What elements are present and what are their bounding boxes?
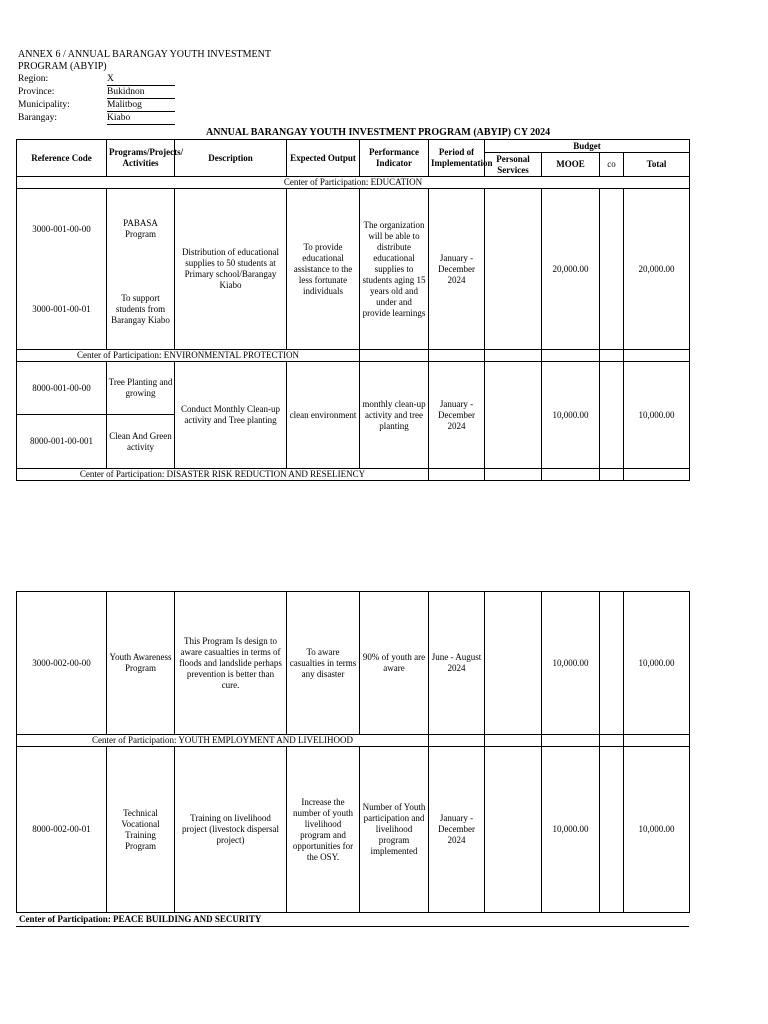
- region-value: X: [107, 74, 175, 86]
- reference-code-cell: [17, 189, 107, 350]
- section-row-environment: [17, 350, 690, 362]
- performance-indicator-cell: monthly clean-up activity and tree planting: [360, 362, 429, 469]
- section-row-disaster: [17, 469, 690, 481]
- performance-indicator-cell: The organization will be able to distribute educational supplies to students aging 15 years old and under and provide learnings: [360, 189, 429, 350]
- col-header-expected-output: Expected Output: [287, 140, 360, 177]
- period-cell: January - December 2024: [429, 362, 485, 469]
- program-name-1: Tree Planting and growing: [107, 362, 174, 415]
- table-row: [17, 189, 690, 350]
- program-name-1: PABASA Program: [123, 218, 158, 239]
- municipality-value: Malitbog: [107, 100, 175, 112]
- reference-code-cell: 3000-002-00-00: [17, 592, 107, 735]
- col-header-description: Description: [175, 140, 287, 177]
- col-header-performance-indicator: Performance Indicator: [360, 140, 429, 177]
- abyip-table-upper: [16, 139, 690, 481]
- table-row: [17, 362, 690, 469]
- performance-indicator-cell: 90% of youth are aware: [360, 592, 429, 735]
- reference-code-cell: [17, 362, 107, 469]
- description-cell: Conduct Monthly Clean-up activity and Tree planting: [175, 362, 287, 469]
- expected-output-cell: To provide educational assistance to the less fortunate individuals: [287, 189, 360, 350]
- col-header-budget: Budget: [485, 140, 690, 153]
- program-cell: Youth Awareness Program: [107, 592, 175, 735]
- section-row-education: [17, 177, 690, 189]
- annex-title-line1: ANNEX 6 / ANNUAL BARANGAY YOUTH INVESTMENT: [18, 49, 271, 60]
- col-header-total: Total: [624, 153, 690, 177]
- reference-code-1: 3000-001-00-00: [32, 223, 91, 234]
- description-cell: This Program Is design to aware casualties in terms of floods and landslide perhaps prevention is better than cure.: [175, 592, 287, 735]
- total-cell: 10,000.00: [624, 747, 690, 913]
- section-education-label: Center of Participation: EDUCATION: [17, 177, 690, 189]
- mooe-cell: 10,000.00: [542, 747, 600, 913]
- section-environment-label: Center of Participation: ENVIRONMENTAL PROTECTION: [17, 350, 360, 362]
- section-employment-label: Center of Participation: YOUTH EMPLOYMENT AND LIVELIHOOD: [17, 735, 429, 747]
- co-cell: [600, 592, 624, 735]
- table-row: [17, 592, 690, 735]
- performance-indicator-cell: Number of Youth participation and livelihood program implemented: [360, 747, 429, 913]
- total-cell: 10,000.00: [624, 362, 690, 469]
- province-label: Province:: [18, 87, 55, 97]
- section-row-employment: [17, 735, 690, 747]
- program-name-2: To support students from Barangay Kiabo: [111, 292, 170, 325]
- col-header-mooe: MOOE: [542, 153, 600, 177]
- co-cell: [600, 747, 624, 913]
- page-title: ANNUAL BARANGAY YOUTH INVESTMENT PROGRAM (ABYIP) CY 2024: [206, 127, 551, 138]
- reference-code-cell: 8000-002-00-01: [17, 747, 107, 913]
- period-cell: January - December 2024: [429, 189, 485, 350]
- personal-services-cell: [485, 747, 542, 913]
- mooe-cell: 20,000.00: [542, 189, 600, 350]
- province-value: Bukidnon: [107, 87, 175, 99]
- expected-output-cell: Increase the number of youth livelihood program and opportunities for the OSY.: [287, 747, 360, 913]
- personal-services-cell: [485, 592, 542, 735]
- program-cell: Technical Vocational Training Program: [107, 747, 175, 913]
- table-row: [17, 747, 690, 913]
- program-name-2: Clean And Green activity: [109, 430, 172, 452]
- total-cell: 20,000.00: [624, 189, 690, 350]
- mooe-cell: 10,000.00: [542, 592, 600, 735]
- col-header-personal-services: Personal Services: [485, 153, 542, 177]
- expected-output-cell: clean environment: [287, 362, 360, 469]
- expected-output-cell: To aware casualties in terms any disaster: [287, 592, 360, 735]
- period-cell: June - August 2024: [429, 592, 485, 735]
- program-cell: [107, 362, 175, 469]
- barangay-label: Barangay:: [18, 113, 58, 123]
- col-header-reference-code: Reference Code: [17, 140, 107, 177]
- personal-services-cell: [485, 362, 542, 469]
- program-cell: [107, 189, 175, 350]
- reference-code-2: 3000-001-00-01: [32, 303, 91, 314]
- co-cell: [600, 362, 624, 469]
- personal-services-cell: [485, 189, 542, 350]
- section-disaster-label: Center of Participation: DISASTER RISK REDUCTION AND RESELIENCY: [17, 469, 429, 481]
- municipality-label: Municipality:: [18, 100, 70, 110]
- region-label: Region:: [18, 74, 49, 84]
- col-header-period: Period of Implementation: [429, 140, 485, 177]
- description-cell: Distribution of educational supplies to 50 students at Primary school/Barangay Kiabo: [175, 189, 287, 350]
- total-cell: 10,000.00: [624, 592, 690, 735]
- abyip-table-lower: [16, 591, 690, 913]
- col-header-co: co: [600, 153, 624, 177]
- barangay-value: Kiabo: [107, 113, 175, 125]
- mooe-cell: 10,000.00: [542, 362, 600, 469]
- section-row-peace: [16, 913, 689, 927]
- co-cell: [600, 189, 624, 350]
- annex-title-line2: PROGRAM (ABYIP): [18, 61, 107, 72]
- reference-code-2: 8000-001-00-001: [30, 436, 93, 446]
- section-peace-label: Center of Participation: PEACE BUILDING AND SECURITY: [19, 914, 262, 924]
- description-cell: Training on livelihood project (livestock dispersal project): [175, 747, 287, 913]
- period-cell: January - December 2024: [429, 747, 485, 913]
- reference-code-1: 8000-001-00-00: [17, 362, 106, 415]
- col-header-programs: Programs/Projects/ Activities: [107, 140, 175, 177]
